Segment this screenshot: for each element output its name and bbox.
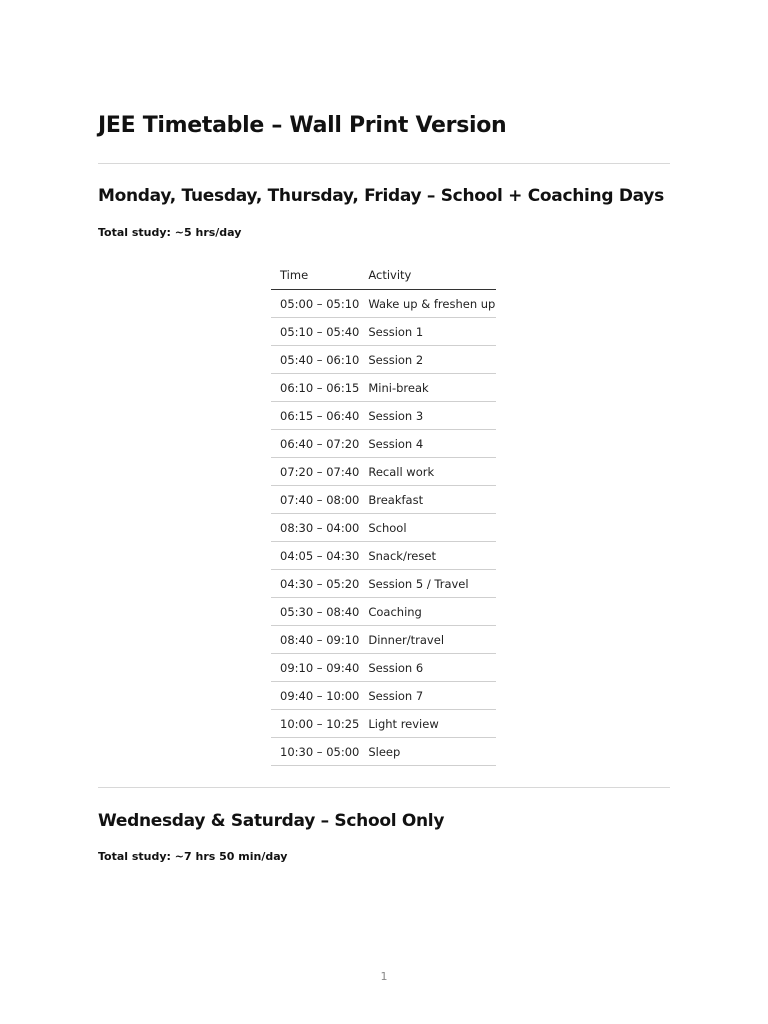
table-row bbox=[271, 598, 496, 626]
table-header-row bbox=[271, 261, 496, 290]
table-row bbox=[271, 626, 496, 654]
cell-time: 05:30 – 08:40 bbox=[271, 598, 359, 626]
cell-activity: Session 4 bbox=[359, 430, 496, 458]
cell-activity: Sleep bbox=[359, 738, 496, 766]
table-row bbox=[271, 710, 496, 738]
page-number: 1 bbox=[380, 970, 388, 983]
divider bbox=[98, 787, 670, 788]
table-row bbox=[271, 654, 496, 682]
section-heading-school-only: Wednesday & Saturday – School Only bbox=[98, 811, 445, 831]
table-row bbox=[271, 682, 496, 710]
cell-time: 08:40 – 09:10 bbox=[271, 626, 359, 654]
cell-time: 05:00 – 05:10 bbox=[271, 290, 359, 318]
cell-activity: Snack/reset bbox=[359, 542, 496, 570]
cell-activity: Session 2 bbox=[359, 346, 496, 374]
table-row bbox=[271, 738, 496, 766]
cell-time: 07:20 – 07:40 bbox=[271, 458, 359, 486]
table-row bbox=[271, 318, 496, 346]
cell-time: 04:05 – 04:30 bbox=[271, 542, 359, 570]
divider bbox=[98, 163, 670, 164]
cell-activity: Recall work bbox=[359, 458, 496, 486]
table-row bbox=[271, 514, 496, 542]
cell-activity: Session 1 bbox=[359, 318, 496, 346]
cell-activity: Session 3 bbox=[359, 402, 496, 430]
cell-activity: Light review bbox=[359, 710, 496, 738]
table-row bbox=[271, 430, 496, 458]
table-row bbox=[271, 570, 496, 598]
table-row bbox=[271, 458, 496, 486]
cell-activity: School bbox=[359, 514, 496, 542]
cell-time: 10:30 – 05:00 bbox=[271, 738, 359, 766]
table-row bbox=[271, 346, 496, 374]
table-row bbox=[271, 542, 496, 570]
cell-time: 06:10 – 06:15 bbox=[271, 374, 359, 402]
cell-activity: Dinner/travel bbox=[359, 626, 496, 654]
table-row bbox=[271, 486, 496, 514]
cell-activity: Session 6 bbox=[359, 654, 496, 682]
cell-time: 05:40 – 06:10 bbox=[271, 346, 359, 374]
total-study-school-only: Total study: ~7 hrs 50 min/day bbox=[98, 850, 288, 863]
cell-activity: Breakfast bbox=[359, 486, 496, 514]
column-header-activity: Activity bbox=[359, 261, 496, 290]
column-header-time: Time bbox=[271, 261, 359, 290]
cell-activity: Mini-break bbox=[359, 374, 496, 402]
cell-activity: Session 5 / Travel bbox=[359, 570, 496, 598]
cell-time: 07:40 – 08:00 bbox=[271, 486, 359, 514]
total-study-coaching-days: Total study: ~5 hrs/day bbox=[98, 226, 242, 239]
cell-time: 09:40 – 10:00 bbox=[271, 682, 359, 710]
document-title: JEE Timetable – Wall Print Version bbox=[98, 113, 507, 138]
cell-time: 10:00 – 10:25 bbox=[271, 710, 359, 738]
cell-time: 05:10 – 05:40 bbox=[271, 318, 359, 346]
cell-time: 08:30 – 04:00 bbox=[271, 514, 359, 542]
table-row bbox=[271, 290, 496, 318]
cell-activity: Session 7 bbox=[359, 682, 496, 710]
table-row bbox=[271, 402, 496, 430]
cell-activity: Coaching bbox=[359, 598, 496, 626]
cell-time: 09:10 – 09:40 bbox=[271, 654, 359, 682]
table-row bbox=[271, 374, 496, 402]
section-heading-coaching-days: Monday, Tuesday, Thursday, Friday – School + Coaching Days bbox=[98, 186, 664, 206]
cell-activity: Wake up & freshen up bbox=[359, 290, 496, 318]
cell-time: 06:15 – 06:40 bbox=[271, 402, 359, 430]
cell-time: 04:30 – 05:20 bbox=[271, 570, 359, 598]
schedule-table-coaching-days bbox=[271, 261, 496, 766]
cell-time: 06:40 – 07:20 bbox=[271, 430, 359, 458]
